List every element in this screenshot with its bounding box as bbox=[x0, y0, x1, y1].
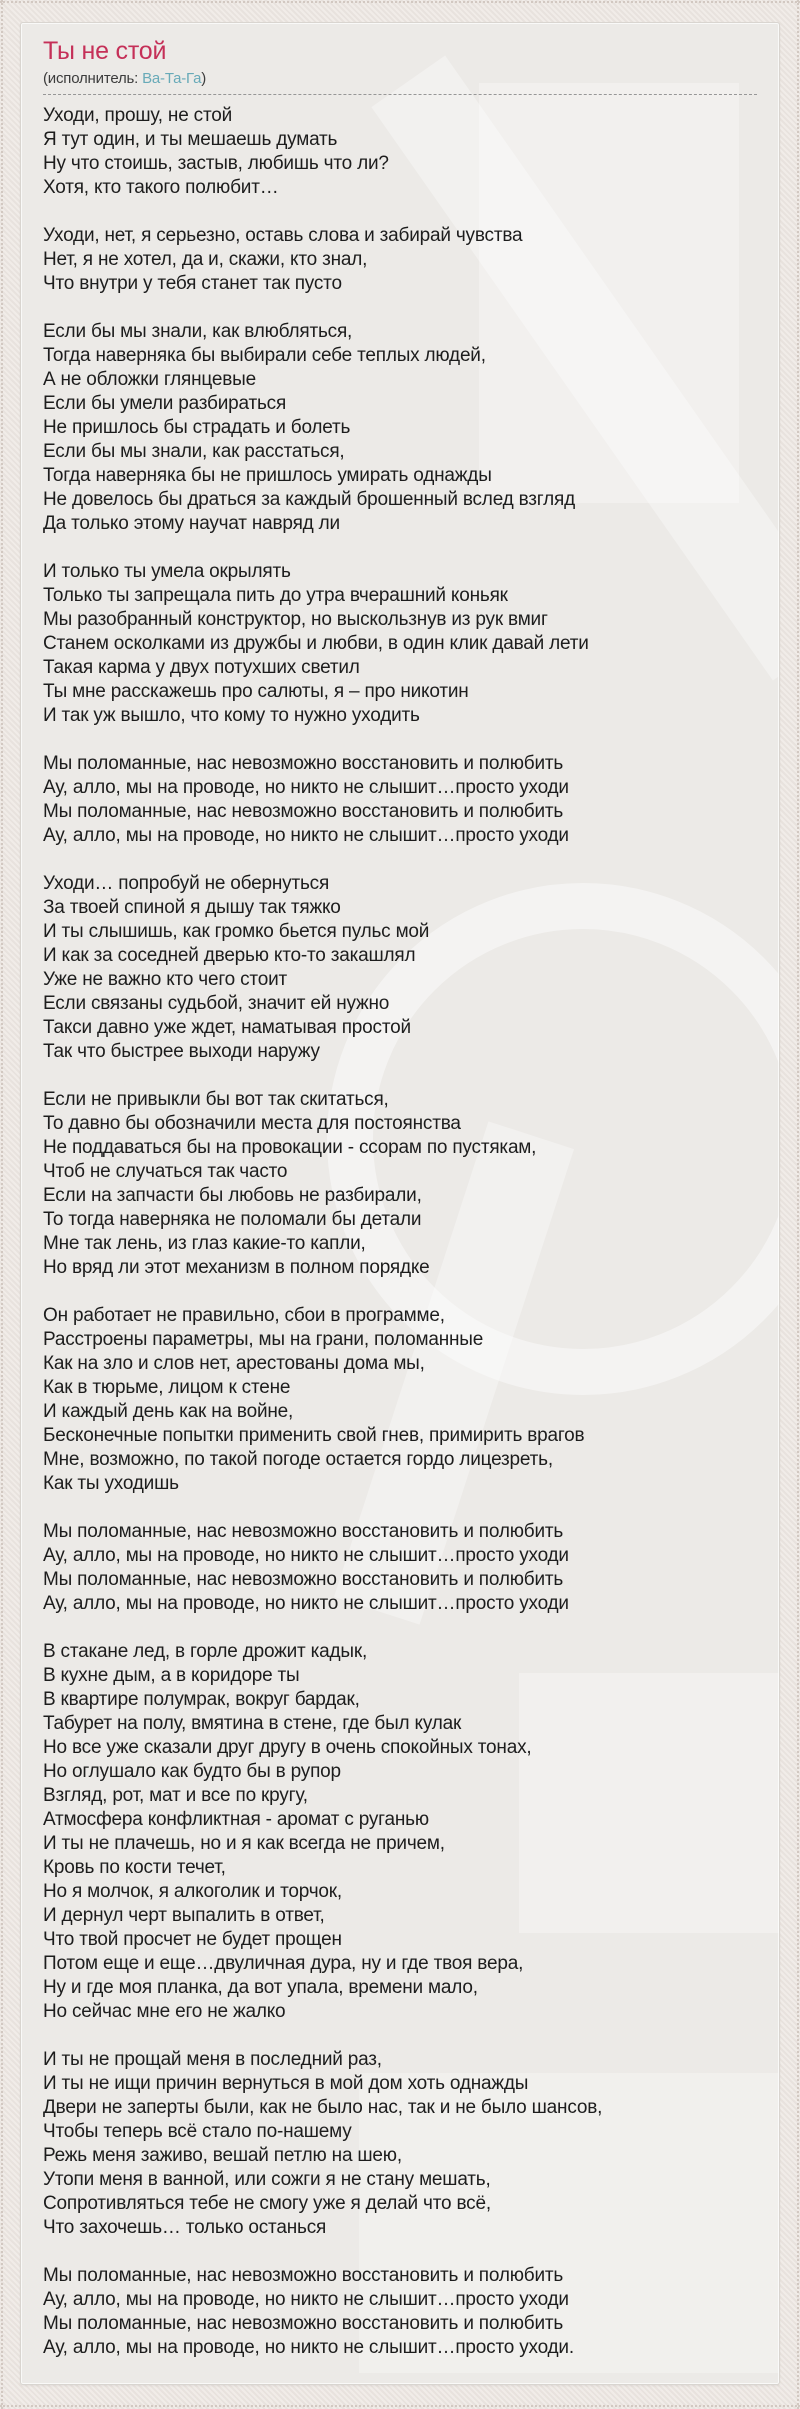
lyric-line: И так уж вышло, что кому то нужно уходить bbox=[43, 704, 420, 726]
lyric-line: Ну что стоишь, застыв, любишь что ли? bbox=[43, 152, 389, 174]
lyric-line: В стакане лед, в горле дрожит кадык, bbox=[43, 1640, 368, 1662]
lyric-line: Ау, алло, мы на проводе, но никто не слышит…просто уходи bbox=[43, 1592, 569, 1614]
stitch-border-bottom bbox=[0, 2405, 800, 2407]
lyric-line: Режь меня заживо, вешай петлю на шею, bbox=[43, 2144, 402, 2166]
lyric-stanza bbox=[43, 872, 757, 1064]
lyric-stanza bbox=[43, 1640, 757, 2024]
lyric-line: Мы поломанные, нас невозможно восстановить и полюбить bbox=[43, 1568, 564, 1590]
lyric-stanza bbox=[43, 752, 757, 848]
lyric-stanza bbox=[43, 1520, 757, 1616]
lyric-line: Такси давно уже ждет, наматывая простой bbox=[43, 1016, 411, 1038]
lyric-line: Двери не заперты были, как не было нас, так и не было шансов, bbox=[43, 2096, 603, 2118]
lyric-line: Мы разобранный конструктор, но выскользнув из рук вмиг bbox=[43, 608, 548, 630]
lyric-line: И ты не ищи причин вернуться в мой дом хоть однажды bbox=[43, 2072, 529, 2094]
song-title: Ты не стой bbox=[43, 37, 167, 65]
lyric-line: Взгляд, рот, мат и все по кругу, bbox=[43, 1784, 308, 1806]
lyric-line: Такая карма у двух потухших светил bbox=[43, 656, 360, 678]
stitch-border-right bbox=[797, 0, 799, 2409]
lyric-line: Ау, алло, мы на проводе, но никто не слышит…просто уходи bbox=[43, 776, 569, 798]
lyric-line: И ты не плачешь, но и я как всегда не причем, bbox=[43, 1832, 445, 1854]
lyric-line: Мы поломанные, нас невозможно восстановить и полюбить bbox=[43, 800, 564, 822]
lyric-line: И только ты умела окрылять bbox=[43, 560, 291, 582]
lyric-line: Что внутри у тебя станет так пусто bbox=[43, 272, 342, 294]
lyric-line: И дернул черт выпалить в ответ, bbox=[43, 1904, 325, 1926]
lyric-line: Расстроены параметры, мы на грани, поломанные bbox=[43, 1328, 484, 1350]
lyric-stanza bbox=[43, 104, 757, 200]
lyric-line: Если на запчасти бы любовь не разбирали, bbox=[43, 1184, 422, 1206]
lyric-line: Ау, алло, мы на проводе, но никто не слышит…просто уходи bbox=[43, 1544, 569, 1566]
lyric-line: Ау, алло, мы на проводе, но никто не слышит…просто уходи bbox=[43, 2288, 569, 2310]
lyric-line: Уходи, нет, я серьезно, оставь слова и забирай чувства bbox=[43, 224, 523, 246]
lyric-line: Так что быстрее выходи наружу bbox=[43, 1040, 320, 1062]
stitch-border-left bbox=[1, 0, 3, 2409]
lyric-line: Не пришлось бы страдать и болеть bbox=[43, 416, 351, 438]
artist-subtitle bbox=[43, 68, 757, 89]
lyric-stanza bbox=[43, 224, 757, 296]
lyric-line: Не поддаваться бы на провокации - ссорам по пустякам, bbox=[43, 1136, 537, 1158]
lyric-stanza bbox=[43, 2048, 757, 2240]
lyric-line: В квартире полумрак, вокруг бардак, bbox=[43, 1688, 360, 1710]
lyric-line: Чтоб не случаться так часто bbox=[43, 1160, 288, 1182]
lyric-line: Но сейчас мне его не жалко bbox=[43, 2000, 286, 2022]
lyric-stanza bbox=[43, 560, 757, 728]
artist-link[interactable]: Ва-Та-Га bbox=[142, 69, 202, 87]
lyric-line: То тогда наверняка не поломали бы детали bbox=[43, 1208, 422, 1230]
lyric-line: Ау, алло, мы на проводе, но никто не слышит…просто уходи bbox=[43, 824, 569, 846]
lyric-line: Что захочешь… только останься bbox=[43, 2216, 327, 2238]
lyric-line: И ты слышишь, как громко бьется пульс мой bbox=[43, 920, 430, 942]
lyric-line: Сопротивляться тебе не смогу уже я делай что всё, bbox=[43, 2192, 491, 2214]
lyric-line: Мы поломанные, нас невозможно восстановить и полюбить bbox=[43, 2312, 564, 2334]
lyric-line: Мне, возможно, по такой погоде остается гордо лицезреть, bbox=[43, 1448, 553, 1470]
lyric-line: Уже не важно кто чего стоит bbox=[43, 968, 287, 990]
lyric-line: И как за соседней дверью кто-то закашлял bbox=[43, 944, 416, 966]
lyric-line: Только ты запрещала пить до утра вчерашний коньяк bbox=[43, 584, 508, 606]
lyric-line: И ты не прощай меня в последний раз, bbox=[43, 2048, 382, 2070]
lyric-line: Как на зло и слов нет, арестованы дома мы, bbox=[43, 1352, 425, 1374]
lyric-line: Мне так лень, из глаз какие-то капли, bbox=[43, 1232, 366, 1254]
lyric-line: Табурет на полу, вмятина в стене, где был кулак bbox=[43, 1712, 462, 1734]
lyrics bbox=[43, 104, 757, 2360]
lyric-line: Но оглушало как будто бы в рупор bbox=[43, 1760, 341, 1782]
lyric-line: Он работает не правильно, сбои в программе, bbox=[43, 1304, 445, 1326]
lyric-line: Нет, я не хотел, да и, скажи, кто знал, bbox=[43, 248, 368, 270]
lyric-line: Атмосфера конфликтная - аромат с руганью bbox=[43, 1808, 429, 1830]
lyric-line: Если бы мы знали, как расстаться, bbox=[43, 440, 345, 462]
lyric-line: Не довелось бы драться за каждый брошенный вслед взгляд bbox=[43, 488, 575, 510]
lyric-line: Если бы умели разбираться bbox=[43, 392, 287, 414]
lyric-line: Я тут один, и ты мешаешь думать bbox=[43, 128, 338, 150]
lyric-line: А не обложки глянцевые bbox=[43, 368, 256, 390]
lyric-stanza bbox=[43, 1304, 757, 1496]
lyric-line: Если не привыкли бы вот так скитаться, bbox=[43, 1088, 389, 1110]
lyric-line: Мы поломанные, нас невозможно восстановить и полюбить bbox=[43, 2264, 564, 2286]
lyric-line: Как в тюрьме, лицом к стене bbox=[43, 1376, 291, 1398]
lyric-line: Если бы мы знали, как влюбляться, bbox=[43, 320, 353, 342]
lyric-stanza bbox=[43, 320, 757, 536]
lyric-stanza bbox=[43, 2264, 757, 2360]
lyric-line: Ну и где моя планка, да вот упала, времени мало, bbox=[43, 1976, 478, 1998]
lyric-line: Мы поломанные, нас невозможно восстановить и полюбить bbox=[43, 752, 564, 774]
subtitle-suffix: ) bbox=[201, 69, 207, 87]
lyric-line: Мы поломанные, нас невозможно восстановить и полюбить bbox=[43, 1520, 564, 1542]
lyric-line: Ау, алло, мы на проводе, но никто не слышит…просто уходи. bbox=[43, 2336, 574, 2358]
lyric-line: И каждый день как на войне, bbox=[43, 1400, 294, 1422]
lyric-line: Кровь по кости течет, bbox=[43, 1856, 226, 1878]
lyric-line: Потом еще и еще…двуличная дура, ну и где твоя вера, bbox=[43, 1952, 524, 1974]
lyric-line: Если связаны судьбой, значит ей нужно bbox=[43, 992, 390, 1014]
lyric-line: За твоей спиной я дышу так тяжко bbox=[43, 896, 341, 918]
lyrics-card bbox=[20, 22, 780, 2385]
lyric-line: Бесконечные попытки применить свой гнев, примирить врагов bbox=[43, 1424, 585, 1446]
lyric-line: Тогда наверняка бы выбирали себе теплых людей, bbox=[43, 344, 486, 366]
lyric-line: Уходи, прошу, не стой bbox=[43, 104, 233, 126]
lyric-line: Станем осколками из дружбы и любви, в один клик давай лети bbox=[43, 632, 589, 654]
lyric-line: Чтобы теперь всё стало по-нашему bbox=[43, 2120, 352, 2142]
lyric-line: Да только этому научат навряд ли bbox=[43, 512, 340, 534]
lyric-line: В кухне дым, а в коридоре ты bbox=[43, 1664, 300, 1686]
lyric-line: Что твой просчет не будет прощен bbox=[43, 1928, 342, 1950]
stitch-border-top bbox=[0, 1, 800, 3]
lyric-line: Уходи… попробуй не обернуться bbox=[43, 872, 330, 894]
lyric-line: Тогда наверняка бы не пришлось умирать однажды bbox=[43, 464, 492, 486]
lyric-line: Как ты уходишь bbox=[43, 1472, 179, 1494]
content-area bbox=[21, 23, 779, 2385]
lyric-line: Ты мне расскажешь про салюты, я – про никотин bbox=[43, 680, 469, 702]
lyric-line: Утопи меня в ванной, или сожги я не стану мешать, bbox=[43, 2168, 491, 2190]
lyric-line: Но я молчок, я алкоголик и торчок, bbox=[43, 1880, 342, 1902]
dashed-divider bbox=[43, 94, 757, 95]
lyric-stanza bbox=[43, 1088, 757, 1280]
lyric-line: То давно бы обозначили места для постоянства bbox=[43, 1112, 461, 1134]
lyric-line: Но все уже сказали друг другу в очень спокойных тонах, bbox=[43, 1736, 532, 1758]
lyric-line: Хотя, кто такого полюбит… bbox=[43, 176, 279, 198]
lyric-line: Но вряд ли этот механизм в полном порядке bbox=[43, 1256, 430, 1278]
subtitle-prefix: (исполнитель: bbox=[43, 69, 143, 87]
